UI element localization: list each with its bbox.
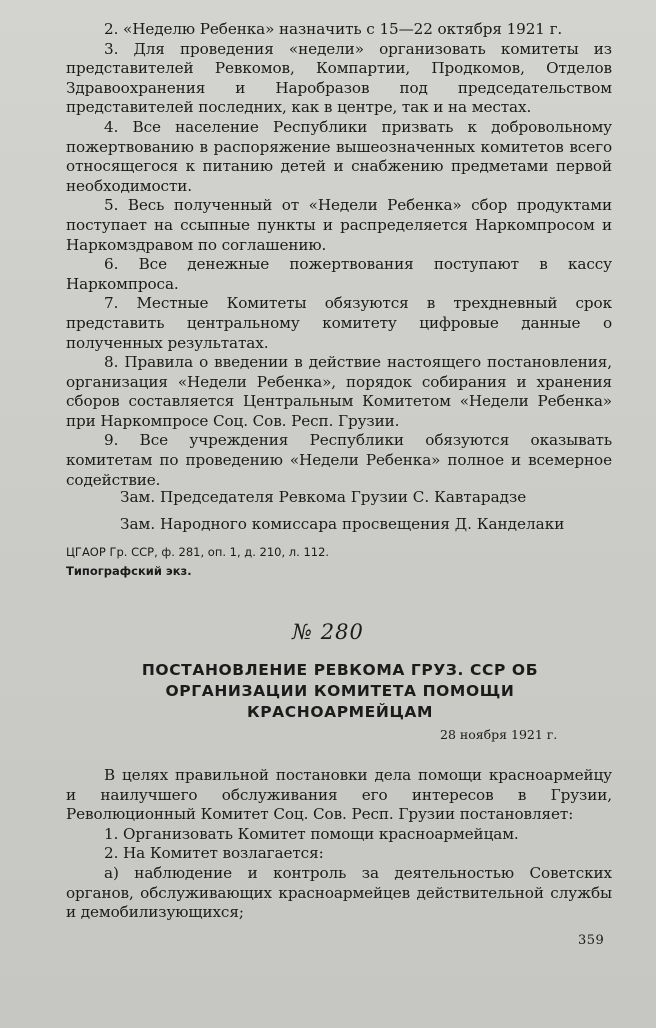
decree-item-6: 6. Все денежные пожертвования поступают в кассу Наркомпроса. <box>66 255 612 293</box>
document-number: № 280 <box>292 620 364 644</box>
decree-item-3: 3. Для проведения «недели» организовать комитеты из представителей Ревкомов, Компартии, Продкомов, Отделов Здравоохранения и Наробразов под председательством представителей последних, как в центре, так и на местах. <box>66 39 612 117</box>
decree-item-5: 5. Весь полученный от «Недели Ребенка» сбор продуктами поступает на ссыпные пункты и распределяется Наркомпросом и Наркомздравом по соглашению. <box>66 196 612 254</box>
document-body <box>66 766 612 923</box>
decree-item-2: 2. «Неделю Ребенка» назначить с 15—22 октября 1921 г. <box>104 20 563 38</box>
item-2a: а) наблюдение и контроль за деятельностью Советских органов, обслуживающих красноармейцев действительной службы и демобилизующихся; <box>66 863 612 922</box>
decree-continuation <box>66 20 612 490</box>
decree-item-4: 4. Все население Республики призвать к добровольному пожертвованию в распоряжение вышеозначенных комитетов всего относящегося к питанию детей и снабжению предметами первой необходимости. <box>66 117 612 195</box>
decree-item-7: 7. Местные Комитеты обязуются в трехдневный срок представить центральному комитету цифровые данные о полученных результатах. <box>66 294 612 352</box>
item-1: 1. Организовать Комитет помощи красноармейцам. <box>104 824 519 843</box>
archive-reference: ЦГАОР Гр. ССР, ф. 281, оп. 1, д. 210, л. 112. <box>66 545 330 559</box>
document-date: 28 ноября 1921 г. <box>440 727 558 742</box>
copy-note: Типографский экз. <box>66 564 192 578</box>
document-title: ПОСТАНОВЛЕНИЕ РЕВКОМА ГРУЗ. ССР ОБ ОРГАНИЗАЦИИ КОМИТЕТА ПОМОЩИ КРАСНОАРМЕЙЦАМ <box>141 661 539 721</box>
preamble: В целях правильной постановки дела помощи красноармейцу и наилучшего обслуживания его интересов в Грузии, Революционный Комитет Соц. Сов. Респ. Грузии постановляет: <box>66 766 612 824</box>
decree-item-9: 9. Все учреждения Республики обязуются оказывать комитетам по проведению «Недели Ребенка» полное и всемерное содействие. <box>66 431 612 489</box>
signature-deputy-commissar: Зам. Народного комиссара просвещения Д. Канделаки <box>120 515 565 533</box>
item-2: 2. На Комитет возлагается: <box>104 844 324 863</box>
page-number: 359 <box>578 933 605 948</box>
decree-item-8: 8. Правила о введении в действие настоящего постановления, организация «Недели Ребенка», порядок собирания и хранения сборов составляется Центральным Комитетом «Недели Ребенка» при Наркомпросе Соц. Сов. Респ. Грузии. <box>66 353 612 430</box>
signature-deputy-chair: Зам. Председателя Ревкома Грузии С. Кавтарадзе <box>120 488 527 506</box>
